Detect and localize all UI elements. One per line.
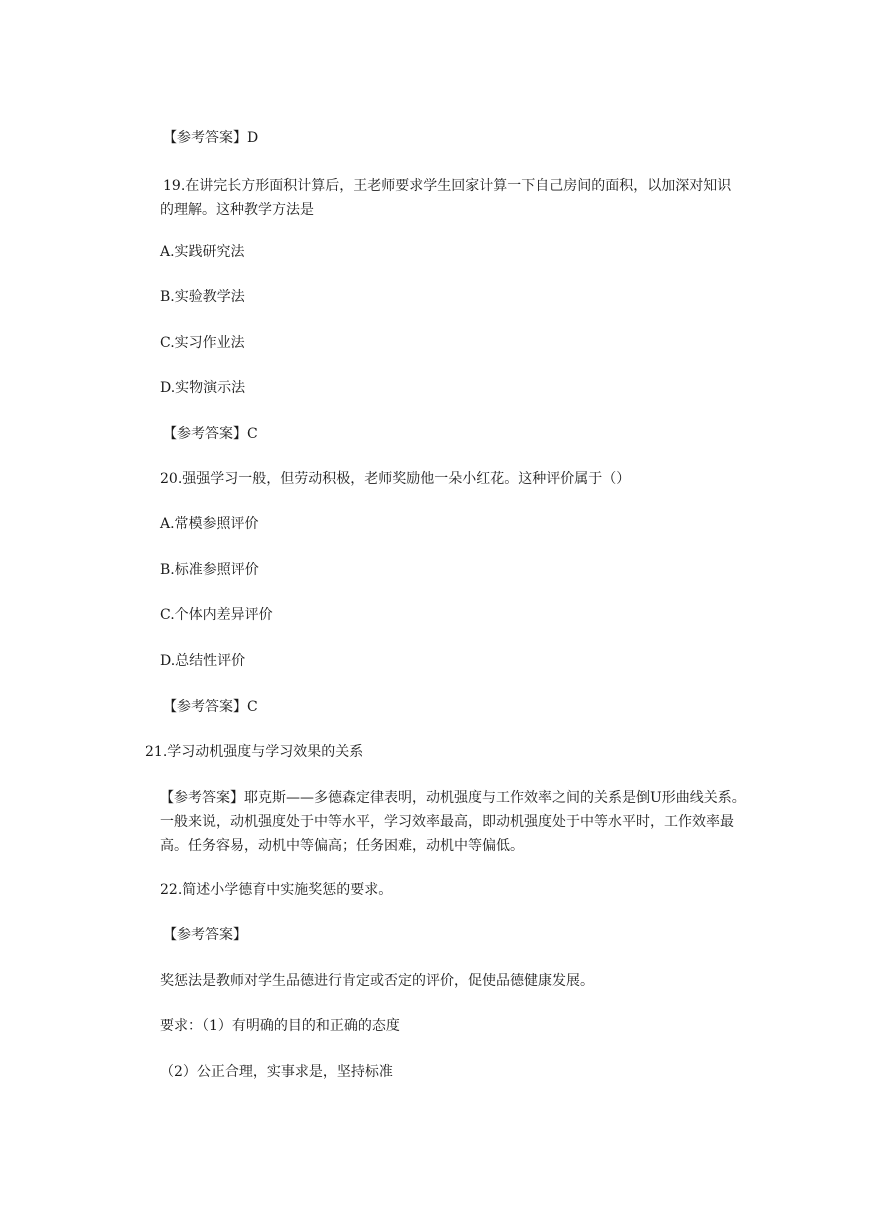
q22-definition: 奖惩法是教师对学生品德进行肯定或否定的评价，促使品德健康发展。	[160, 973, 594, 989]
q22-stem: 22.简述小学德育中实施奖惩的要求。	[160, 882, 393, 898]
q19-answer: 【参考答案】C	[163, 426, 258, 442]
q22-requirement-1: 要求：（1）有明确的目的和正确的态度	[160, 1018, 400, 1034]
q19-option-b: B.实验教学法	[160, 289, 245, 305]
q20-stem: 20.强强学习一般，但劳动积极，老师奖励他一朵小红花。这种评价属于（）	[160, 471, 631, 487]
q22-answer-label: 【参考答案】	[163, 927, 247, 943]
q20-option-c: C.个体内差异评价	[160, 607, 273, 623]
q20-option-d: D.总结性评价	[160, 653, 246, 669]
q21-stem: 21.学习动机强度与学习效果的关系	[145, 744, 364, 760]
q20-answer: 【参考答案】C	[163, 699, 258, 715]
q19-option-a: A.实践研究法	[160, 244, 245, 260]
q19-option-c: C.实习作业法	[160, 335, 245, 351]
q22-requirement-2: （2）公正合理，实事求是，坚持标准	[160, 1064, 393, 1080]
q19-stem: 19.在讲完长方形面积计算后，王老师要求学生回家计算一下自己房间的面积，以加深对知识的理解。这种教学方法是	[160, 178, 732, 218]
q18-answer: 【参考答案】D	[163, 130, 259, 146]
q19-option-d: D.实物演示法	[160, 380, 246, 396]
q21-answer: 【参考答案】耶克斯——多德森定律表明，动机强度与工作效率之间的关系是倒U形曲线关系。一般来说，动机强度处于中等水平，学习效率最高，即动机强度处于中等水平时，工作效率最高。任务容易，动机中等偏高；任务困难，动机中等偏低。	[160, 790, 746, 854]
q20-option-a: A.常模参照评价	[160, 516, 259, 532]
q20-option-b: B.标准参照评价	[160, 562, 259, 578]
